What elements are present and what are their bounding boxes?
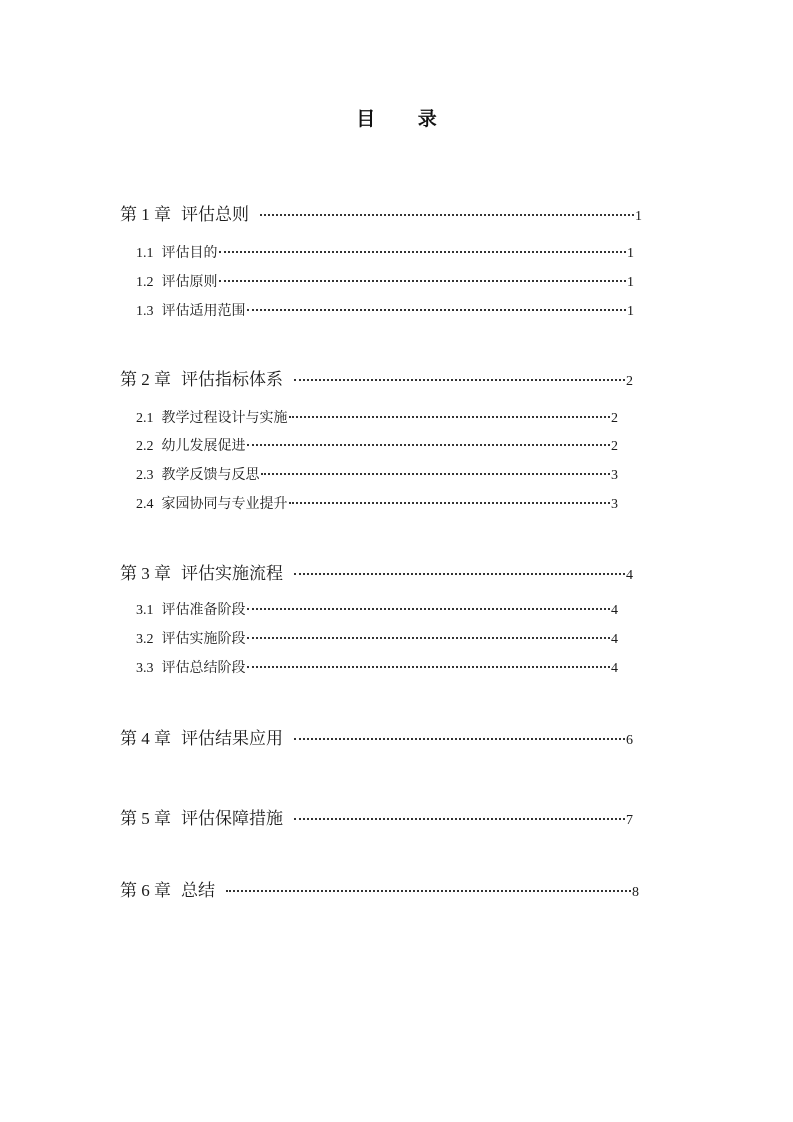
dot-leader xyxy=(226,890,631,892)
section-title: 评估原则 xyxy=(161,275,218,290)
section-number: 2.3 xyxy=(136,468,154,483)
dot-leader xyxy=(289,502,611,504)
chapter-title: 评估指标体系 xyxy=(181,370,283,389)
toc-section-2-2[interactable] xyxy=(136,435,618,455)
dot-leader xyxy=(294,379,625,381)
dot-leader xyxy=(247,444,611,446)
page-number: 4 xyxy=(611,632,618,647)
page-title: 目 录 xyxy=(356,108,455,130)
toc-chapter-3[interactable] xyxy=(120,559,633,584)
section-number: 1.2 xyxy=(136,275,154,290)
section-number: 3.3 xyxy=(136,661,154,676)
page-number: 2 xyxy=(611,411,618,426)
section-title: 评估准备阶段 xyxy=(161,603,246,618)
page-number: 4 xyxy=(611,661,618,676)
section-title: 评估实施阶段 xyxy=(161,632,246,647)
section-number: 1.1 xyxy=(136,246,154,261)
section-title: 幼儿发展促进 xyxy=(161,439,246,454)
section-title: 评估目的 xyxy=(161,246,218,261)
section-title: 家园协同与专业提升 xyxy=(161,497,288,512)
toc-section-3-3[interactable] xyxy=(136,657,618,677)
toc-chapter-6[interactable] xyxy=(120,876,639,901)
chapter-number: 第 1 章 xyxy=(120,205,171,224)
section-number: 2.2 xyxy=(136,439,154,454)
dot-leader xyxy=(294,573,625,575)
page-number: 4 xyxy=(626,568,633,583)
toc-section-3-2[interactable] xyxy=(136,628,618,648)
chapter-title: 评估保障措施 xyxy=(181,809,283,828)
chapter-title: 评估实施流程 xyxy=(181,564,283,583)
dot-leader xyxy=(247,608,611,610)
dot-leader xyxy=(219,251,627,253)
chapter-number: 第 6 章 xyxy=(120,881,171,900)
toc-section-1-2[interactable] xyxy=(136,271,634,291)
toc-chapter-2[interactable] xyxy=(120,365,633,390)
page-number: 3 xyxy=(611,468,618,483)
page-number: 8 xyxy=(632,885,639,900)
page-number: 3 xyxy=(611,497,618,512)
page-number: 1 xyxy=(627,275,634,290)
chapter-title: 评估结果应用 xyxy=(181,729,283,748)
page-number: 2 xyxy=(611,439,618,454)
chapter-title: 评估总则 xyxy=(181,205,249,224)
page-number: 4 xyxy=(611,603,618,618)
toc-section-1-3[interactable] xyxy=(136,300,634,320)
toc-section-2-4[interactable] xyxy=(136,493,618,513)
section-title: 教学过程设计与实施 xyxy=(161,411,288,426)
toc-chapter-5[interactable] xyxy=(120,804,633,829)
section-number: 2.4 xyxy=(136,497,154,512)
toc-section-3-1[interactable] xyxy=(136,599,618,619)
chapter-number: 第 5 章 xyxy=(120,809,171,828)
dot-leader xyxy=(219,280,627,282)
page-number: 2 xyxy=(626,374,633,389)
dot-leader xyxy=(261,473,611,475)
dot-leader xyxy=(294,818,625,820)
section-number: 3.1 xyxy=(136,603,154,618)
dot-leader xyxy=(294,738,625,740)
chapter-number: 第 4 章 xyxy=(120,729,171,748)
section-title: 评估适用范围 xyxy=(161,304,246,319)
page-number: 1 xyxy=(627,304,634,319)
chapter-title: 总结 xyxy=(181,881,215,900)
toc-section-2-1[interactable] xyxy=(136,407,618,427)
chapter-number: 第 2 章 xyxy=(120,370,171,389)
section-number: 2.1 xyxy=(136,411,154,426)
section-title: 教学反馈与反思 xyxy=(161,468,260,483)
page-number: 1 xyxy=(635,209,642,224)
section-title: 评估总结阶段 xyxy=(161,661,246,676)
dot-leader xyxy=(260,214,634,216)
page-number: 7 xyxy=(626,813,633,828)
dot-leader xyxy=(247,309,627,311)
page-number: 6 xyxy=(626,733,633,748)
section-number: 3.2 xyxy=(136,632,154,647)
toc-chapter-4[interactable] xyxy=(120,724,633,749)
chapter-number: 第 3 章 xyxy=(120,564,171,583)
toc-section-2-3[interactable] xyxy=(136,464,618,484)
dot-leader xyxy=(247,666,611,668)
section-number: 1.3 xyxy=(136,304,154,319)
toc-chapter-1[interactable] xyxy=(120,200,642,225)
page-number: 1 xyxy=(627,246,634,261)
toc-section-1-1[interactable] xyxy=(136,242,634,262)
dot-leader xyxy=(289,416,611,418)
dot-leader xyxy=(247,637,611,639)
